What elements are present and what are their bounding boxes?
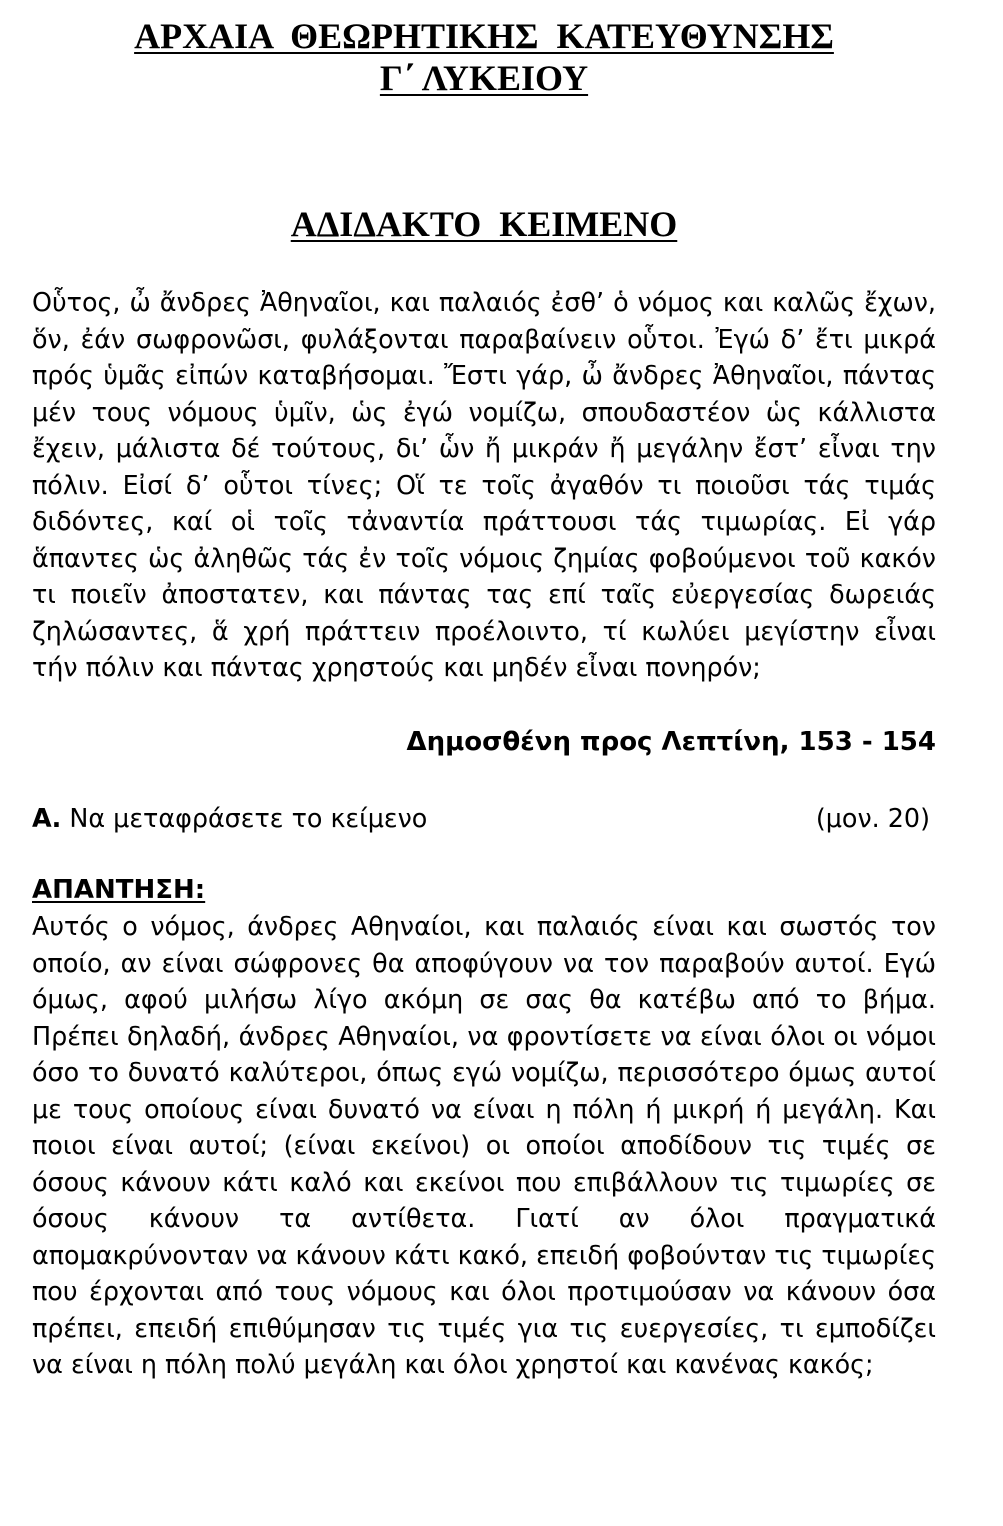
question-text: Να μεταφράσετε το κείμενο [61,803,428,833]
section-title [32,204,936,244]
question-points: (μον. 20) [815,803,930,833]
ancient-text: Οὗτος, ὦ ἄνδρες Ἀθηναῖοι, και παλαιός ἐσθ’ ὁ νόμος και καλῶς ἔχων, ὅν, ἐάν σωφρονῶσι, φυλάξονται παραβαίνειν οὗτοι. Ἐγώ δ’ ἔτι μικρά πρός ὑμᾶς εἰπών καταβήσομαι. Ἔστι γάρ, ὦ ἄνδρες Ἀθηναῖοι, πάντας μέν τους νόμους ὑμῖν, ὡς ἐγώ νομίζω, σπουδαστέον ὡς κάλλιστα ἔχειν, μάλιστα δέ τούτους, δι’ ὧν ἤ μικράν ἤ μεγάλην ἔστ’ εἶναι την πόλιν. Εἰσί δ’ οὗτοι τίνες; Οἵ τε τοῖς ἀγαθόν τι ποιοῦσι τάς τιμάς διδόντες, καί οἱ τοῖς τἀναντία πράττουσι τάς τιμωρίας. Εἰ γάρ ἅπαντες ὡς ἀληθῶς τάς ἐν τοῖς νόμοις ζημίας φοβούμενοι τοῦ κακόν τι ποιεῖν ἀποστατεν, και πάντας τας επί ταῖς εὐεργεσίας δωρειάς ζηλώσαντες, ἅ χρή πράττειν προέλοιντο, τί κωλύει μεγίστην εἶναι τήν πόλιν και πάντας χρηστούς και μηδέν εἶναι πονηρόν; [32,287,936,682]
question-text-wrapper [32,800,427,836]
document-title-line2: Γ΄ ΛΥΚΕΙΟΥ [379,58,589,98]
translation-text: Αυτός ο νόμος, άνδρες Αθηναίοι, και παλαιός είναι και σωστός τον οποίο, αν είναι σώφρονες θα αποφύγουν να τον παραβούν αυτοί. Εγώ όμως, αφού μιλήσω λίγο ακόμη σε σας θα κατέβω από το βήμα. Πρέπει δηλαδή, άνδρες Αθηναίοι, να φροντίσετε να είναι όλοι οι νόμοι όσο το δυνατό καλύτεροι, όπως εγώ νομίζω, περισσότερο όμως αυτοί με τους οποίους είναι δυνατό να είναι η πόλη ή μικρή ή μεγάλη. Και ποιοι είναι αυτοί; (είναι εκείνοι) οι οποίοι αποδίδουν τις τιμές σε όσους κάνουν κάτι καλό και εκείνοι που επιβάλλουν τις τιμωρίες σε όσους κάνουν τα αντίθετα. Γιατί αν όλοι πραγματικά απομακρύνονταν να κάνουν κάτι κακό, επειδή φοβούνταν τις τιμωρίες που έρχονται από τους νόμους και όλοι προτιμούσαν να κάνουν όσα πρέπει, επειδή επιθύμησαν τις τιμές για τις ευεργεσίες, τι εμποδίζει να είναι η πόλη πολύ μεγάλη και όλοι χρηστοί και κανένας κακός; [32,911,936,1379]
document-title-line1: ΑΡΧΑΙΑ ΘΕΩΡΗΤΙΚΗΣ ΚΑΤΕΥΘΥΝΣΗΣ [134,16,834,56]
section-title-text: ΑΔΙΔΑΚΤΟ ΚΕΙΜΕΝΟ [290,204,678,244]
question-a [32,800,930,836]
answer-heading: ΑΠΑΝΤΗΣΗ: [32,875,206,905]
document-page [32,12,936,1379]
source-citation: Δημοσθένη προς Λεπτίνη, 153 - 154 [406,727,936,757]
document-title [32,16,936,56]
document-subtitle [32,58,936,98]
question-letter: Α. [32,803,62,833]
